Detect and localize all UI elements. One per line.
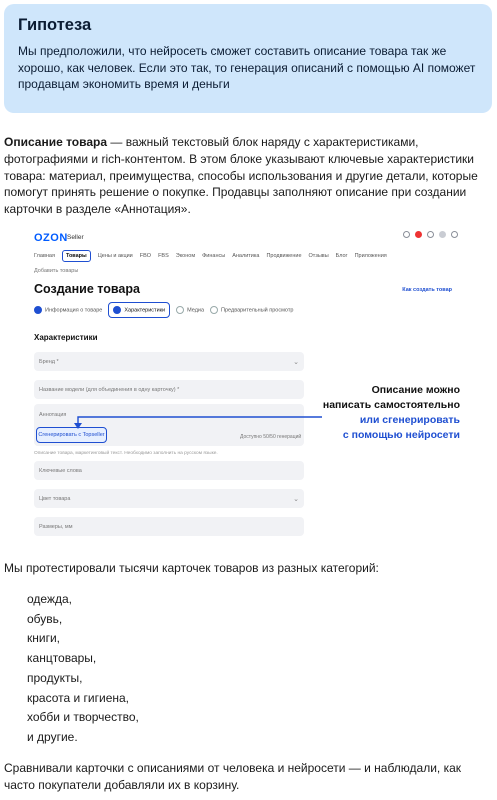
intro-paragraph bbox=[4, 134, 493, 218]
settings-icon[interactable] bbox=[427, 231, 434, 238]
chevron-down-icon: ⌄ bbox=[293, 495, 299, 503]
model-field[interactable] bbox=[34, 380, 304, 399]
nav-item[interactable]: FBS bbox=[158, 253, 169, 259]
step-label: Характеристики bbox=[124, 307, 166, 314]
top-nav bbox=[34, 250, 387, 262]
hypothesis-text: Мы предположили, что нейросеть сможет составить описание товара так же хорошо, как человек. Если это так, то генерация описаний с помощью AI поможет продавцам экономить время и деньги bbox=[18, 44, 476, 91]
field-placeholder: Бренд * bbox=[39, 358, 59, 365]
list-item: и другие. bbox=[27, 729, 78, 744]
nav-item[interactable]: FBO bbox=[139, 253, 152, 259]
hypothesis-box bbox=[4, 4, 492, 113]
list-item: красота и гигиена, bbox=[27, 690, 130, 705]
chevron-down-icon: ⌄ bbox=[293, 358, 299, 366]
list-item: канцтовары, bbox=[27, 651, 97, 666]
nav-item-active[interactable]: Товары bbox=[62, 250, 91, 262]
steps bbox=[34, 302, 293, 318]
intro-term: Описание товара bbox=[4, 135, 108, 149]
callout-text bbox=[320, 383, 460, 443]
avatar[interactable] bbox=[439, 231, 446, 238]
nav-item[interactable]: Финансы bbox=[202, 253, 226, 259]
howto-link[interactable]: Как создать товар bbox=[402, 287, 452, 293]
list-item: книги, bbox=[27, 631, 60, 646]
annotation-label: Аннотация bbox=[39, 412, 67, 418]
ozon-logo: OZON bbox=[34, 232, 68, 244]
callout-line: написать самостоятельно bbox=[322, 399, 460, 411]
list-item: одежда, bbox=[27, 592, 72, 606]
step-1[interactable] bbox=[34, 306, 102, 314]
list-item: хобби и творчество, bbox=[27, 710, 139, 725]
header-icons bbox=[403, 231, 458, 238]
step-label: Предварительный просмотр bbox=[221, 307, 294, 314]
step-label: Медиа bbox=[187, 307, 205, 314]
brand-field[interactable] bbox=[34, 352, 304, 371]
step-3[interactable] bbox=[176, 306, 204, 314]
nav-item[interactable]: Продвижение bbox=[266, 253, 302, 259]
nav-item[interactable]: Аналитика bbox=[232, 253, 260, 259]
generate-button[interactable]: Сгенерировать с Topseller bbox=[36, 427, 107, 443]
ozon-logo-sub: Seller bbox=[67, 234, 84, 241]
color-field[interactable] bbox=[34, 489, 304, 508]
intro-rest: — важный текстовый блок наряду с характеристиками, фотографиями и rich-контентом. В этом блоке указывают ключевые характеристики товара: материал, преимущества, способы использования и другие детали, которые помогут принять решение о покупке. Продавцы заполняют описание при создании карточки в разделе «Аннотация». bbox=[4, 135, 478, 217]
nav-item[interactable]: Приложения bbox=[354, 253, 387, 259]
callout-arrow bbox=[74, 411, 324, 431]
arrow-head bbox=[74, 423, 82, 429]
step-2-active[interactable] bbox=[108, 302, 170, 318]
field-placeholder: Цвет товара bbox=[39, 495, 71, 502]
step-label: Информация о товаре bbox=[45, 307, 103, 314]
field-placeholder: Размеры, мм bbox=[39, 523, 73, 530]
keywords-field[interactable] bbox=[34, 461, 304, 480]
seller-screenshot bbox=[34, 226, 464, 546]
list-item: обувь, bbox=[27, 611, 63, 626]
language-icon[interactable] bbox=[451, 231, 458, 238]
hypothesis-title: Гипотеза bbox=[18, 16, 92, 34]
check-icon bbox=[34, 306, 42, 314]
field-placeholder: Название модели (для объединения в одну карточку) * bbox=[39, 386, 180, 393]
notification-icon[interactable] bbox=[415, 231, 422, 238]
page-title: Создание товара bbox=[34, 282, 140, 296]
help-icon[interactable] bbox=[403, 231, 410, 238]
step-number-icon bbox=[176, 306, 184, 314]
generations-available: Доступно 50/50 генераций bbox=[240, 434, 302, 440]
annotation-hint: Описание товара, маркетинговый текст. Необходимо заполнить на русском языке. bbox=[34, 451, 218, 456]
tested-lead: Мы протестировали тысячи карточек товаров из разных категорий: bbox=[4, 561, 379, 575]
category-list bbox=[27, 590, 139, 748]
arrow-line bbox=[78, 417, 322, 427]
conclusion-paragraph: Сравнивали карточки с описаниями от человека и нейросети — и наблюдали, как часто покупатели добавляли их в корзину. bbox=[4, 761, 462, 792]
step-4[interactable] bbox=[210, 306, 293, 314]
nav-item[interactable]: Цены и акции bbox=[97, 253, 133, 259]
callout-line-blue: с помощью нейросети bbox=[342, 429, 460, 441]
step-number-icon bbox=[113, 306, 121, 314]
nav-item[interactable]: Отзывы bbox=[308, 253, 329, 259]
breadcrumb[interactable]: Добавить товары bbox=[34, 268, 79, 274]
callout-line-blue: или сгенерировать bbox=[359, 414, 460, 426]
step-number-icon bbox=[210, 306, 218, 314]
list-item: продукты, bbox=[27, 670, 83, 685]
nav-item[interactable]: Эконом bbox=[175, 253, 196, 259]
callout-line: Описание можно bbox=[371, 384, 460, 396]
size-field[interactable] bbox=[34, 517, 304, 536]
section-title: Характеристики bbox=[34, 333, 98, 342]
field-placeholder: Ключевые слова bbox=[39, 467, 82, 474]
nav-item[interactable]: Блог bbox=[335, 253, 348, 259]
nav-item[interactable]: Главная bbox=[34, 253, 55, 259]
